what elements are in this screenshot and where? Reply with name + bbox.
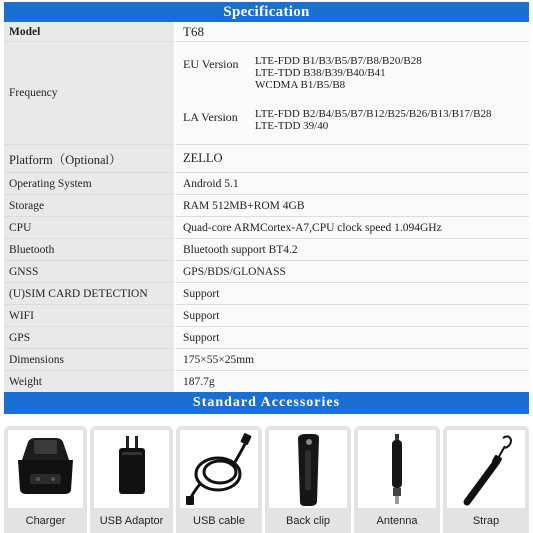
accessory-name: Strap (472, 515, 500, 527)
accessory-name: Back clip (285, 515, 331, 527)
spec-label: GPS (4, 327, 175, 349)
band-line: LTE-FDD B2/B4/B5/B7/B12/B25/B26/B13/B17/B28 (255, 107, 492, 120)
spec-row (4, 305, 529, 327)
band-list (255, 55, 422, 91)
version-name: EU Version (183, 56, 239, 71)
spec-row-frequency (4, 42, 529, 145)
accessory-card-usb-adaptor (90, 426, 173, 533)
spec-label: WIFI (4, 305, 175, 327)
spec-table (4, 22, 529, 393)
spec-row (4, 173, 529, 195)
usb-cable-icon (180, 430, 258, 508)
spec-row (4, 239, 529, 261)
spec-value: 175×55×25mm (175, 349, 529, 371)
antenna-icon (358, 430, 436, 508)
spec-label: CPU (4, 217, 175, 239)
spec-row-platform (4, 145, 529, 173)
spec-label: Frequency (4, 42, 175, 145)
spec-label: Weight (4, 371, 175, 393)
accessory-name: USB cable (193, 515, 245, 527)
strap-icon (447, 430, 525, 508)
band-list (255, 108, 491, 132)
charger-icon (8, 430, 83, 508)
accessory-name: Antenna (376, 515, 418, 527)
version-name: LA Version (183, 109, 238, 124)
spec-row (4, 349, 529, 371)
eu-version-block (183, 55, 529, 91)
spec-value: Support (175, 327, 529, 349)
spec-value: Support (175, 305, 529, 327)
accessories-row (4, 426, 529, 533)
specification-banner: Specification (4, 2, 529, 22)
spec-label: GNSS (4, 261, 175, 283)
accessory-card-antenna (354, 426, 440, 533)
spec-value: Quad-core ARMCortex-A7,CPU clock speed 1.094GHz (175, 217, 529, 239)
spec-label: Platform（Optional） (4, 145, 175, 173)
spec-row (4, 327, 529, 349)
spec-value: T68 (175, 22, 529, 42)
spec-value: RAM 512MB+ROM 4GB (175, 195, 529, 217)
spec-value: ZELLO (175, 145, 529, 173)
frequency-values (175, 42, 529, 145)
spec-row (4, 195, 529, 217)
spec-row (4, 283, 529, 305)
spec-label: Dimensions (4, 349, 175, 371)
spec-label: Model (4, 22, 175, 42)
band-line: LTE-FDD B1/B3/B5/B7/B8/B20/B28 (255, 54, 422, 67)
spec-label: Operating System (4, 173, 175, 195)
la-version-block (183, 108, 529, 132)
spec-label: Storage (4, 195, 175, 217)
spec-label: (U)SIM CARD DETECTION (4, 283, 175, 305)
accessory-card-back-clip (265, 426, 351, 533)
spec-row (4, 371, 529, 393)
band-line: WCDMA B1/B5/B8 (255, 78, 346, 91)
standard-accessories-banner: Standard Accessories (4, 392, 529, 414)
spec-value: 187.7g (175, 371, 529, 393)
accessory-card-usb-cable (176, 426, 262, 533)
spec-row (4, 217, 529, 239)
spec-value: GPS/BDS/GLONASS (175, 261, 529, 283)
back-clip-icon (269, 430, 347, 508)
usb-adaptor-icon (94, 430, 169, 508)
spec-value: Bluetooth support BT4.2 (175, 239, 529, 261)
accessory-name: USB Adaptor (99, 515, 164, 527)
spec-value: Support (175, 283, 529, 305)
band-line: LTE-TDD B38/B39/B40/B41 (255, 66, 386, 79)
band-line: LTE-TDD 39/40 (255, 119, 329, 132)
spec-row (4, 261, 529, 283)
spec-label: Bluetooth (4, 239, 175, 261)
accessory-name: Charger (25, 515, 66, 527)
spec-value: Android 5.1 (175, 173, 529, 195)
spec-row-model (4, 22, 529, 42)
accessory-card-charger (4, 426, 87, 533)
accessory-card-strap (443, 426, 529, 533)
